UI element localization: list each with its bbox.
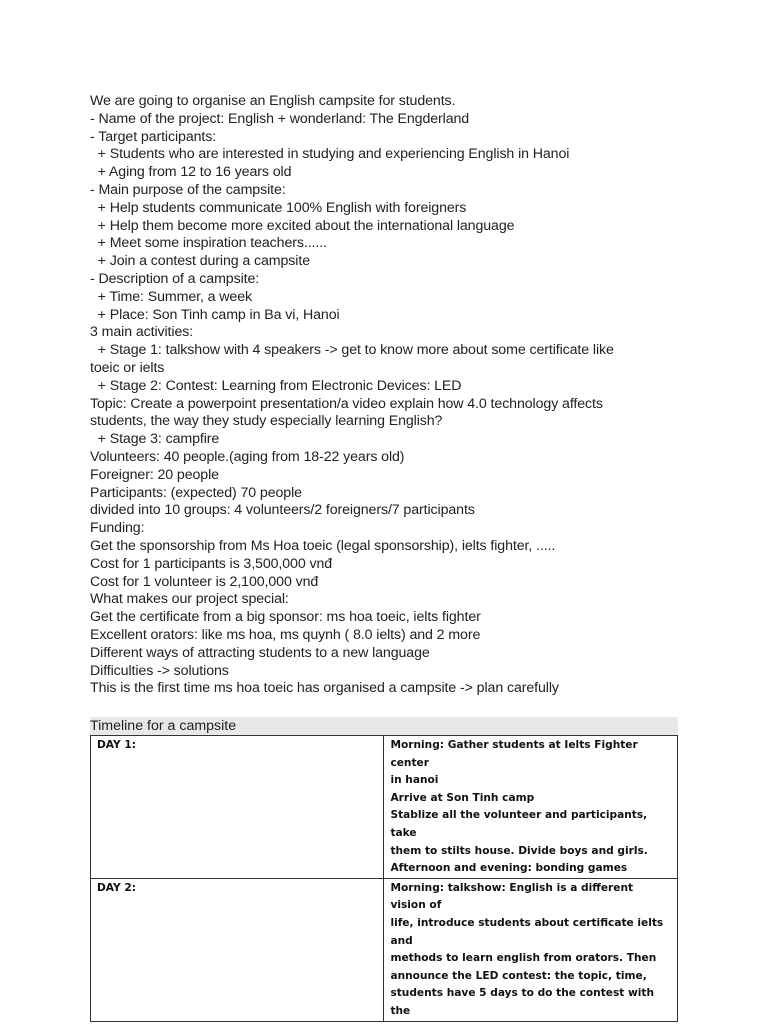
target-participants-heading: - Target participants: (90, 128, 217, 145)
schedule-line: methods to learn english from orators. Then (390, 952, 657, 965)
main-purpose-item: + Meet some inspiration teachers...... (90, 235, 327, 252)
schedule-line: Stablize all the volunteer and participants, take (390, 809, 648, 839)
schedule-cell (384, 878, 678, 1021)
participants-line: Participants: (expected) 70 people (90, 484, 302, 501)
schedule-cell (384, 736, 678, 879)
volunteer-cost-line: Cost for 1 volunteer is 2,100,000 vnđ (90, 573, 319, 590)
target-participants-item: + Students who are interested in studying and experiencing English in Hanoi (90, 146, 570, 163)
funding-heading: Funding: (90, 520, 145, 537)
activity-item-continued: toeic or ielts (90, 359, 165, 376)
schedule-line: Arrive at Son Tinh camp (390, 791, 535, 804)
volunteers-line: Volunteers: 40 people.(aging from 18-22 years old) (90, 448, 405, 465)
day-label: DAY 2: (97, 881, 136, 894)
foreigner-line: Foreigner: 20 people (90, 466, 219, 483)
main-purpose-item: + Help them become more excited about the international language (90, 217, 515, 234)
intro-line: We are going to organise an English campsite for students. (90, 93, 456, 109)
difficulties-line: Difficulties -> solutions (90, 662, 229, 679)
timeline-table (90, 735, 678, 1022)
activity-item: + Stage 3: campfire (90, 431, 220, 448)
schedule-line: them to stilts house. Divide boys and girls. (390, 844, 648, 857)
special-item: Get the certificate from a big sponsor: ms hoa toeic, ielts fighter (90, 609, 481, 626)
participant-cost-line: Cost for 1 participants is 3,500,000 vnđ (90, 555, 333, 572)
topic-line-continued: students, the way they study especially learning English? (90, 413, 443, 430)
activity-item: + Stage 2: Contest: Learning from Electronic Devices: LED (90, 377, 462, 394)
main-purpose-item: + Join a contest during a campsite (90, 253, 310, 270)
activity-item: + Stage 1: talkshow with 4 speakers -> get to know more about some certificate like (90, 342, 614, 359)
schedule-line: Afternoon and evening: bonding games (390, 862, 628, 875)
target-participants-item: + Aging from 12 to 16 years old (90, 164, 292, 181)
schedule-line: Morning: Gather students at Ielts Fighter center (390, 739, 638, 769)
special-item: Excellent orators: like ms hoa, ms quynh ( 8.0 ielts) and 2 more (90, 626, 481, 643)
timeline-caption: Timeline for a campsite (90, 717, 678, 735)
main-purpose-heading: - Main purpose of the campsite: (90, 181, 286, 198)
main-purpose-item: + Help students communicate 100% English with foreigners (90, 199, 467, 216)
sponsorship-line: Get the sponsorship from Ms Hoa toeic (legal sponsorship), ielts fighter, ..... (90, 537, 556, 554)
special-item: Different ways of attracting students to a new language (90, 644, 430, 661)
schedule-line: announce the LED contest: the topic, time, (390, 969, 647, 982)
description-item: + Time: Summer, a week (90, 288, 252, 305)
first-time-line: This is the first time ms hoa toeic has organised a campsite -> plan carefully (90, 680, 559, 697)
schedule-line: students have 5 days to do the contest with the (390, 987, 655, 1017)
table-row (91, 878, 678, 1021)
document-body (90, 93, 690, 698)
day-cell (91, 878, 384, 1021)
schedule-line: life, introduce students about certificate ielts and (390, 916, 664, 947)
project-name-line: - Name of the project: English + wonderland: The Engderland (90, 110, 470, 127)
day-label: DAY 1: (97, 739, 136, 751)
special-heading: What makes our project special: (90, 591, 289, 608)
activities-heading: 3 main activities: (90, 324, 194, 341)
table-row (91, 736, 678, 879)
schedule-line: in hanoi (390, 774, 439, 787)
groups-line: divided into 10 groups: 4 volunteers/2 foreigners/7 participants (90, 502, 475, 519)
schedule-line: Morning: talkshow: English is a different vision of (390, 881, 634, 912)
topic-line: Topic: Create a powerpoint presentation/a video explain how 4.0 technology affects (90, 395, 603, 412)
description-item: + Place: Son Tinh camp in Ba vi, Hanoi (90, 306, 340, 323)
description-heading: - Description of a campsite: (90, 270, 260, 287)
day-cell (91, 736, 384, 879)
